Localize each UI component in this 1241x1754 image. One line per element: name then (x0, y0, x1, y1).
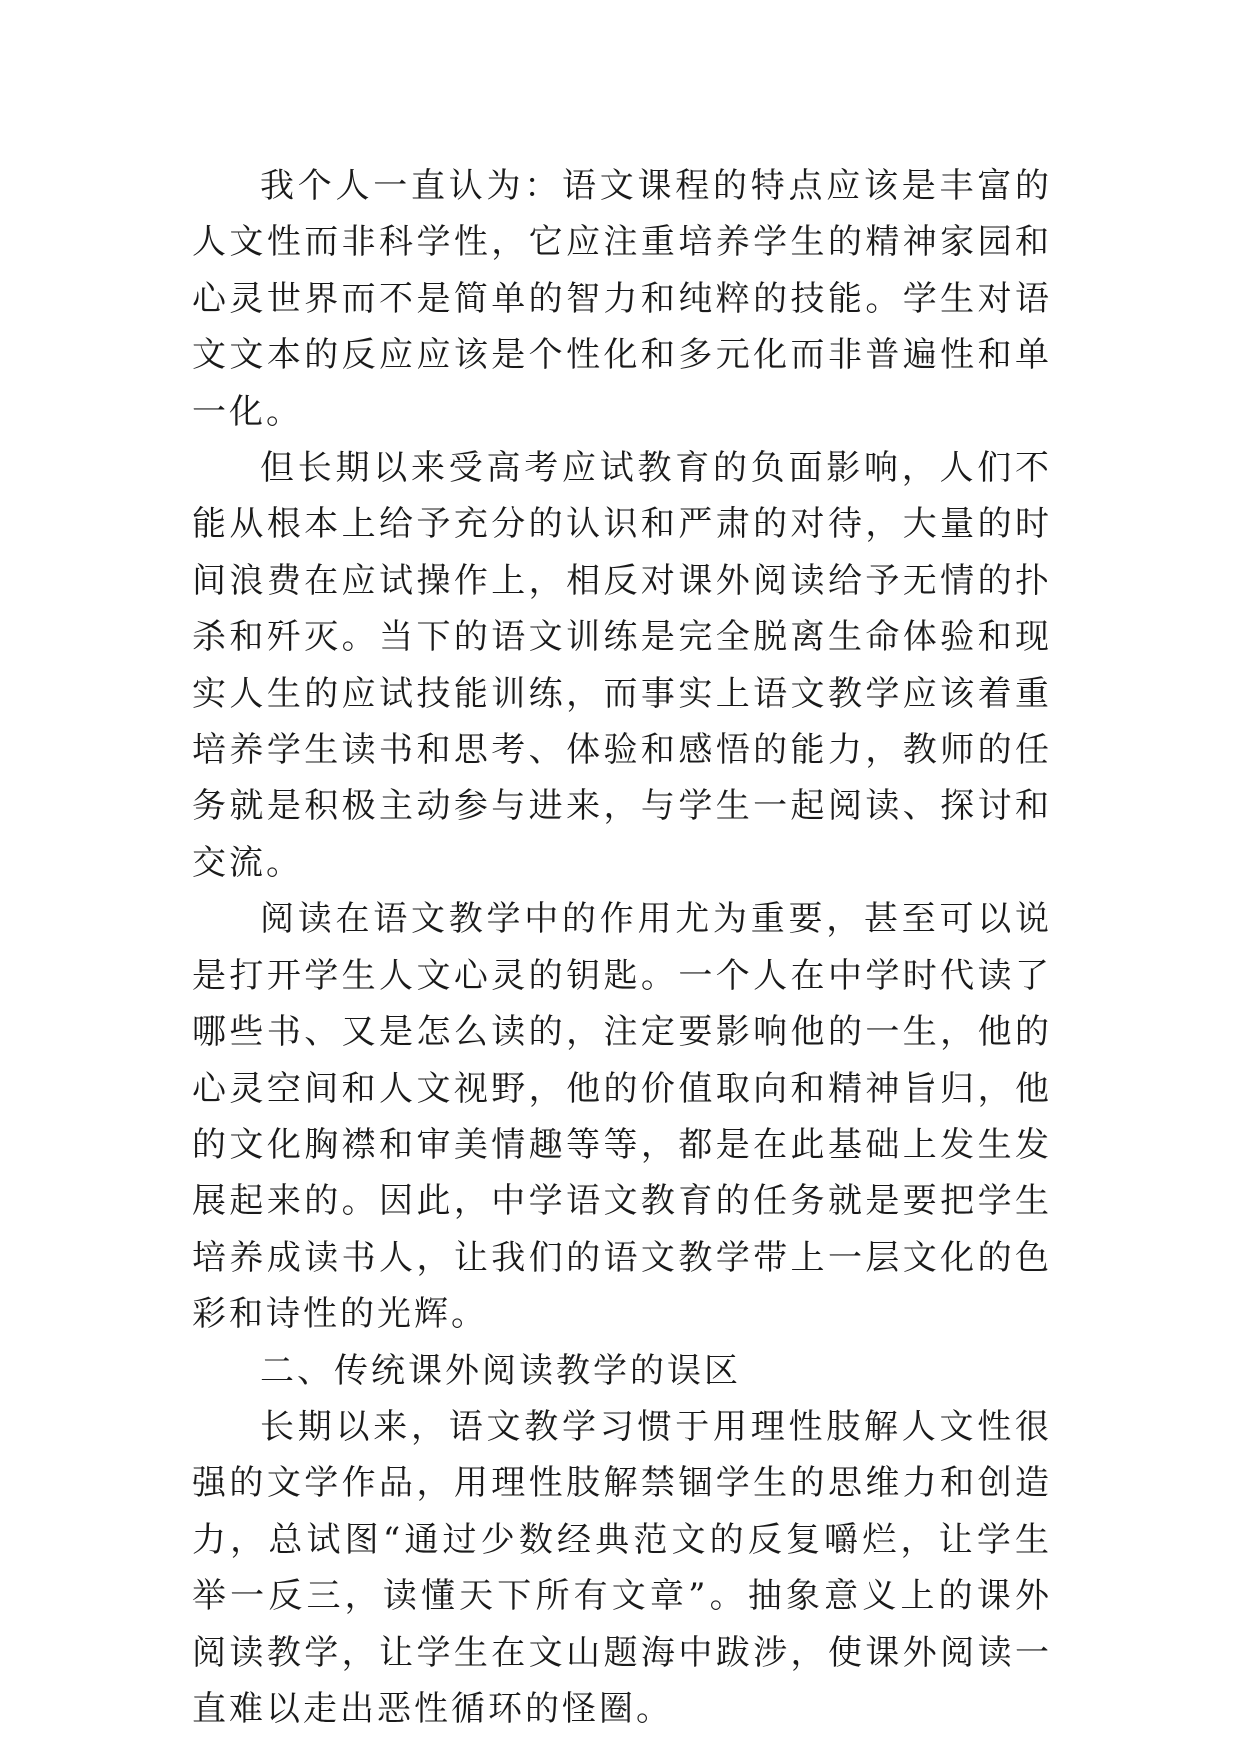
paragraph-3: 阅读在语文教学中的作用尤为重要，甚至可以说是打开学生人文心灵的钥匙。一个人在中学时代读了哪些书、又是怎么读的，注定要影响他的一生，他的心灵空间和人文视野，他的价值取向和精神旨归，他的文化胸襟和审美情趣等等，都是在此基础上发生发展起来的。因此，中学语文教育的任务就是要把学生培养成读书人，让我们的语文教学带上一层文化的色彩和诗性的光辉。 (192, 899, 1052, 1335)
section-paragraph: 长期以来，语文教学习惯于用理性肢解人文性很强的文学作品，用理性肢解禁锢学生的思维力和创造力，总试图“通过少数经典范文的反复嚼烂，让学生举一反三，读懂天下所有文章”。抽象意义上的课外阅读教学，让学生在文山题海中跋涉，使课外阅读一直难以走出恶性循环的怪圈。 (192, 1406, 1052, 1729)
paragraph-1: 我个人一直认为：语文课程的特点应该是丰富的人文性而非科学性，它应注重培养学生的精神家园和心灵世界而不是简单的智力和纯粹的技能。学生对语文文本的反应应该是个性化和多元化而非普遍性和单一化。 (192, 166, 1052, 432)
section-heading: 二、传统课外阅读教学的误区 (260, 1350, 741, 1391)
document-body (192, 158, 1052, 1737)
paragraph-2: 但长期以来受高考应试教育的负面影响，人们不能从根本上给予充分的认识和严肃的对待，大量的时间浪费在应试操作上，相反对课外阅读给予无情的扑杀和歼灭。当下的语文训练是完全脱离生命体验和现实人生的应试技能训练，而事实上语文教学应该着重培养学生读书和思考、体验和感悟的能力，教师的任务就是积极主动参与进来，与学生一起阅读、探讨和交流。 (192, 448, 1052, 883)
